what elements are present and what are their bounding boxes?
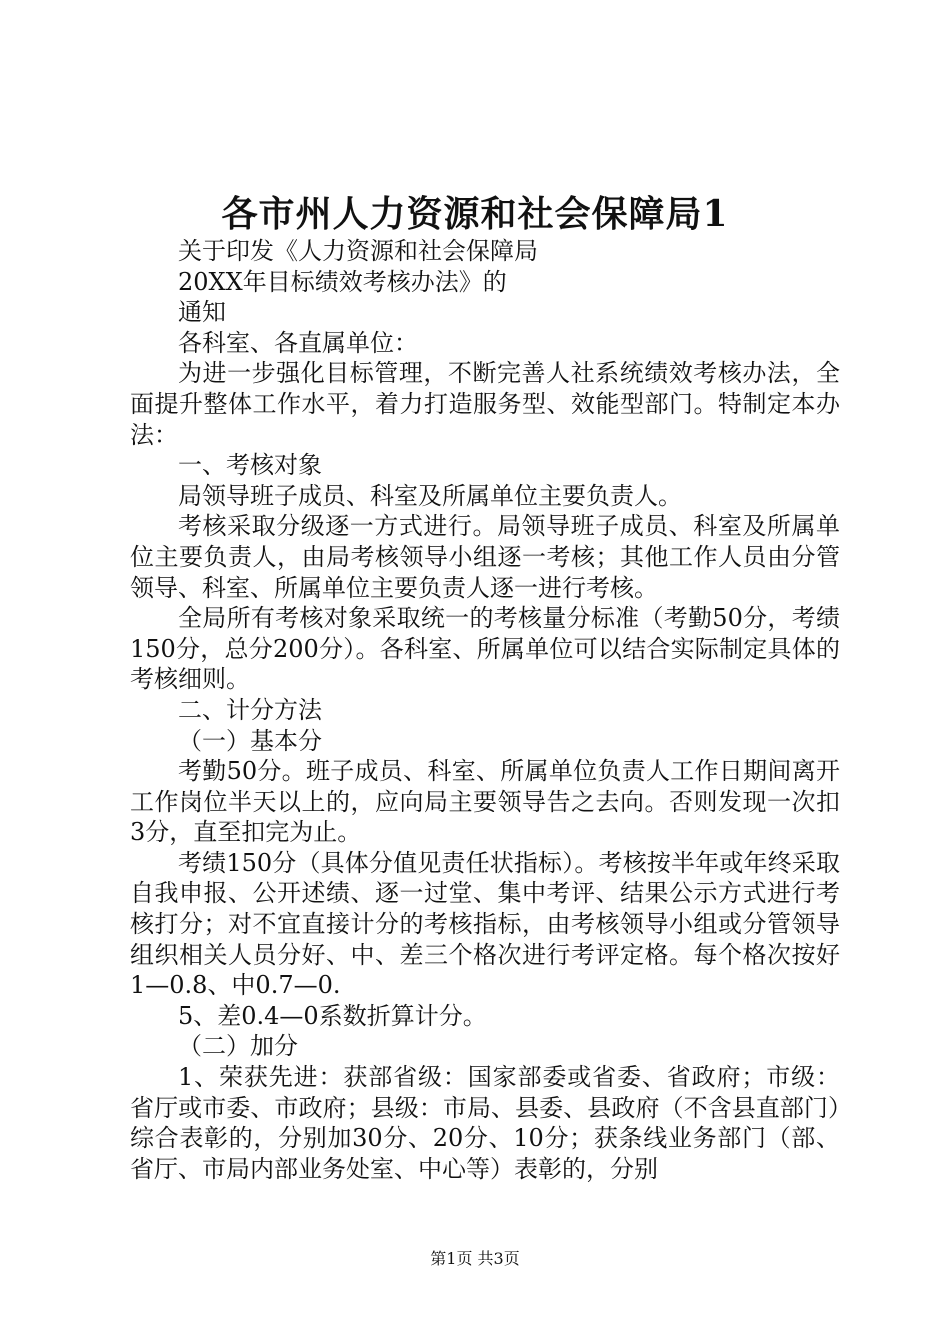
paragraph-notice-line-1: 关于印发《人力资源和社会保障局 bbox=[178, 237, 538, 265]
paragraph: 全局所有考核对象采取统一的考核量分标准（考勤50分，考绩150分，总分200分）。各科室、所属单位可以结合实际制定具体的考核细则。 bbox=[130, 604, 840, 694]
paragraph: 考核采取分级逐一方式进行。局领导班子成员、科室及所属单位主要负责人，由局考核领导小组逐一考核；其他工作人员由分管领导、科室、所属单位主要负责人逐一进行考核。 bbox=[130, 512, 840, 602]
paragraph-notice-line-3: 通知 bbox=[178, 298, 226, 327]
subsection-heading: （一）基本分 bbox=[178, 726, 322, 755]
paragraph: 局领导班子成员、科室及所属单位主要负责人。 bbox=[178, 481, 682, 510]
section-heading-1: 一、考核对象 bbox=[178, 451, 322, 480]
subsection-heading: （二）加分 bbox=[178, 1032, 298, 1061]
paragraph: 考勤50分。班子成员、科室、所属单位负责人工作日期间离开工作岗位半天以上的，应向局主要领导告之去向。否则发现一次扣3分，直至扣完为止。 bbox=[130, 757, 840, 847]
paragraph: 考绩150分（具体分值见责任状指标）。考核按半年或年终采取自我申报、公开述绩、逐一过堂、集中考评、结果公示方式进行考核打分；对不宜直接计分的考核指标，由考核领导小组或分管领导组织相关人员分好、中、差三个格次进行考评定格。每个格次按好1—0.8、中0.7—0. bbox=[130, 848, 840, 1000]
paragraph-addressee: 各科室、各直属单位： bbox=[178, 328, 418, 357]
paragraph-intro: 为进一步强化目标管理，不断完善人社系统绩效考核办法，全面提升整体工作水平，着力打造服务型、效能型部门。特制定本办法： bbox=[130, 359, 840, 449]
paragraph: 1、荣获先进：获部省级：国家部委或省委、省政府；市级：省厅或市委、市政府；县级：市局、县委、县政府（不含县直部门）综合表彰的，分别加30分、20分、10分；获条线业务部门（部、省厅、市局内部业务处室、中心等）表彰的，分别 bbox=[130, 1063, 840, 1183]
paragraph: 5、差0.4—0系数折算计分。 bbox=[178, 1001, 487, 1030]
document-title: 各市州人力资源和社会保障局1 bbox=[221, 193, 729, 235]
page-number-footer: 第1页 共3页 bbox=[430, 1249, 520, 1268]
paragraph-notice-line-2: 20XX年目标绩效考核办法》的 bbox=[178, 267, 507, 296]
section-heading-2: 二、计分方法 bbox=[178, 695, 322, 724]
document-body bbox=[130, 236, 840, 1184]
